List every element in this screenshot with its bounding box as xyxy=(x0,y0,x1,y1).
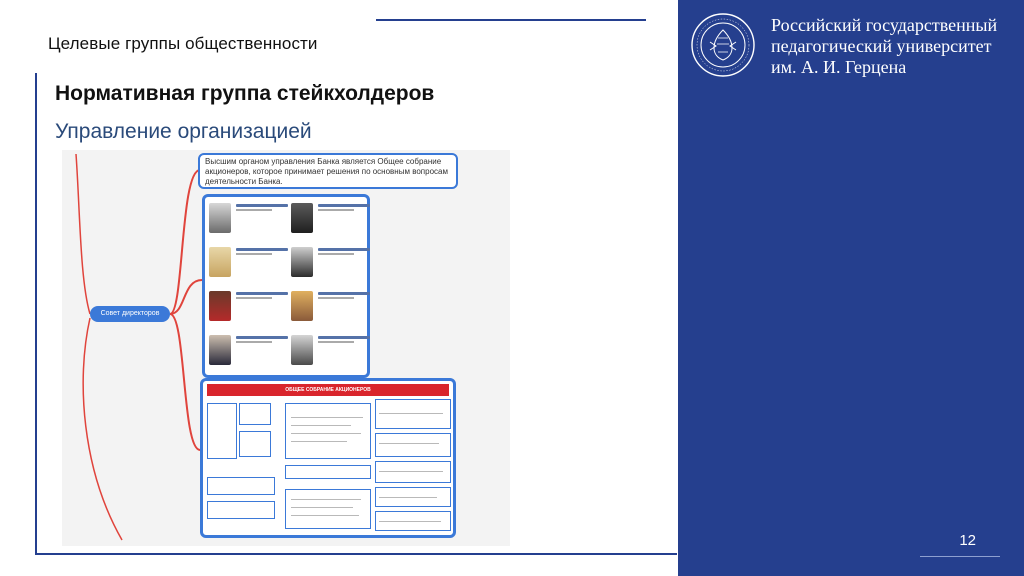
board-member xyxy=(291,291,369,325)
org-box xyxy=(375,399,451,429)
university-name-line: Российский государственный xyxy=(771,15,998,35)
org-box xyxy=(207,501,275,519)
left-divider xyxy=(35,73,37,553)
org-box xyxy=(375,433,451,457)
member-photo xyxy=(291,291,313,321)
university-seal-icon xyxy=(690,12,756,78)
board-members-panel xyxy=(202,194,370,378)
org-box xyxy=(239,431,271,457)
org-box xyxy=(285,489,371,529)
member-photo xyxy=(209,203,231,233)
member-photo xyxy=(209,291,231,321)
org-box xyxy=(239,403,271,425)
page-number: 12 xyxy=(959,532,976,549)
slide-heading: Нормативная группа стейкхолдеров xyxy=(55,82,435,105)
slide-header: Целевые группы общественности xyxy=(48,34,318,53)
board-member xyxy=(291,247,369,281)
board-member xyxy=(291,335,369,369)
org-box xyxy=(207,477,275,495)
member-photo xyxy=(209,247,231,277)
org-structure-image xyxy=(62,150,510,546)
board-member xyxy=(291,203,369,237)
university-name-line: педагогический университет xyxy=(771,36,992,56)
org-box xyxy=(285,465,371,479)
mindmap-root-node: Совет директоров xyxy=(90,306,170,322)
branding-panel xyxy=(678,0,1024,576)
org-box xyxy=(207,403,237,459)
member-photo xyxy=(291,335,313,365)
bottom-divider xyxy=(35,553,677,555)
org-box xyxy=(375,461,451,483)
mindmap-callout: Высшим органом управления Банка является Общее собрание акционеров, которое принимает решения по основным вопросам деятельности Банка. xyxy=(198,153,458,189)
university-name-line: им. А. И. Герцена xyxy=(771,57,907,77)
board-member xyxy=(209,335,287,369)
board-member xyxy=(209,203,287,237)
shareholders-meeting-chart xyxy=(200,378,456,538)
org-box xyxy=(285,403,371,459)
university-name xyxy=(771,15,1021,78)
member-photo xyxy=(291,247,313,277)
member-photo xyxy=(209,335,231,365)
top-divider xyxy=(376,19,646,21)
board-member xyxy=(209,247,287,281)
panel-bottom-rule xyxy=(920,556,1000,557)
meeting-title: ОБЩЕЕ СОБРАНИЕ АКЦИОНЕРОВ xyxy=(207,384,449,396)
board-member xyxy=(209,291,287,325)
slide-subheading: Управление организацией xyxy=(55,120,312,143)
member-photo xyxy=(291,203,313,233)
